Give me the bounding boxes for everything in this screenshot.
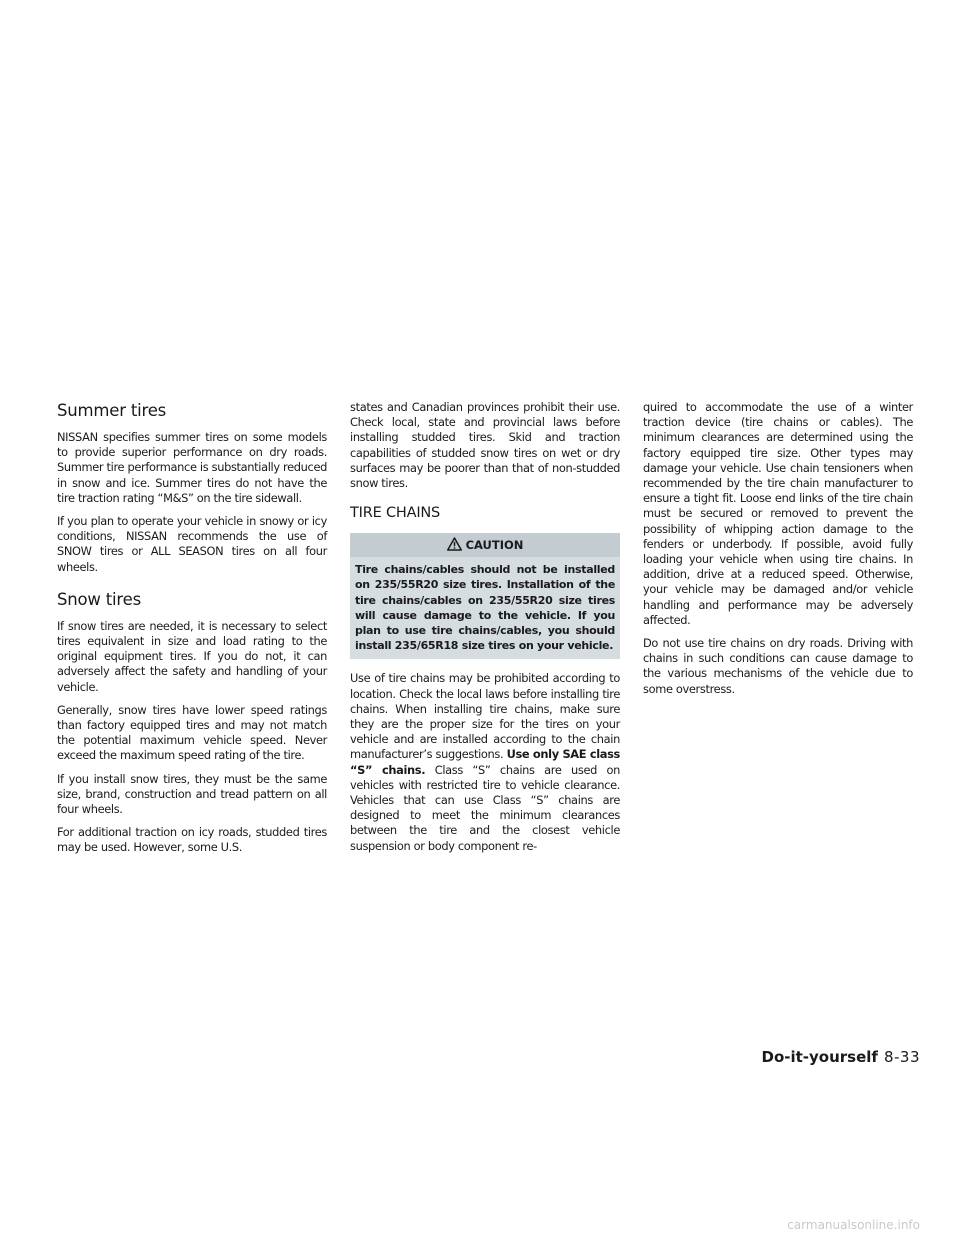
page-number: 8-33	[883, 1048, 920, 1066]
watermark: carmanualsonline.info	[787, 1218, 920, 1232]
chains-text-b: Class “S” chains are used on vehicles with restricted tire to vehicle clearance. Vehicles that can use Class “S” chains are designed to meet the minimum clearances between the tire and the closest vehicle suspension or body component re-	[350, 762, 620, 853]
snow-tires-heading: Snow tires	[57, 589, 141, 609]
summer-paragraph-2: If you plan to operate your vehicle in snowy or icy conditions, NISSAN recommends the use of SNOW tires or ALL SEASON tires on all four wheels.	[57, 514, 327, 574]
caution-label: CAUTION	[465, 538, 524, 553]
studded-continuation-paragraph: states and Canadian provinces prohibit their use. Check local, state and provincial laws before installing studded tires. Skid and traction capabilities of studded snow tires on wet or dry surfaces may be poorer than that of non-studded snow tires.	[350, 400, 620, 491]
clearance-continuation-paragraph: quired to accommodate the use of a winter traction device (tire chains or cables). The minimum clearances are determined using the factory equipped tire size. Other types may damage your vehicle. Use chain tensioners when recommended by the tire chain manufacturer to ensure a tight fit. Loose end links of the tire chain must be secured or removed to prevent the possibility of whipping action damage to the fenders or underbody. If possible, avoid fully loading your vehicle when using tire chains. In addition, drive at a reduced speed. Otherwise, your vehicle may be damaged and/or vehicle handling and performance may be adversely affected.	[643, 400, 913, 627]
chains-bold-text: Use only SAE class “S” chains.	[350, 747, 620, 777]
dry-roads-paragraph: Do not use tire chains on dry roads. Driving with chains in such conditions can cause damage to the various mechanisms of the vehicle due to some overstress.	[643, 636, 913, 696]
warning-triangle-icon	[447, 537, 462, 554]
tire-chains-paragraph	[350, 671, 620, 853]
caution-header	[350, 533, 620, 557]
summer-tires-heading: Summer tires	[57, 401, 167, 420]
snow-paragraph-1: If snow tires are needed, it is necessary to select tires equivalent in size and load rating to the original equipment tires. If you do not, it can adversely affect the safety and handling of your vehicle.	[57, 618, 327, 694]
column-3	[643, 400, 913, 705]
caution-text: Tire chains/cables should not be installed on 235/55R20 size tires. Installation of the tire chains/cables on 235/55R20 size tires will cause damage to the vehicle. If you plan to use tire chains/cables, you should install 235/65R18 size tires on your vehicle.	[355, 563, 615, 653]
section-name: Do-it-yourself	[761, 1048, 878, 1066]
caution-box	[350, 533, 620, 659]
snow-paragraph-3: If you install snow tires, they must be the same size, brand, construction and tread pattern on all four wheels.	[57, 771, 327, 817]
column-1	[57, 400, 327, 864]
page-footer	[762, 1048, 921, 1066]
column-2	[350, 400, 620, 862]
tire-chains-heading: TIRE CHAINS	[350, 505, 441, 522]
snow-paragraph-4: For additional traction on icy roads, studded tires may be used. However, some U.S.	[57, 825, 327, 855]
chains-text-a: Use of tire chains may be prohibited according to location. Check the local laws before installing tire chains. When installing tire chains, make sure they are the proper size for the tires on your vehicle and are installed according to the chain manufacturer’s suggestions.	[350, 671, 620, 762]
summer-paragraph-1: NISSAN specifies summer tires on some models to provide superior performance on dry roads. Summer tire performance is substantially reduced in snow and ice. Summer tires do not have the tire traction rating “M&S” on the tire sidewall.	[57, 430, 327, 505]
snow-paragraph-2: Generally, snow tires have lower speed ratings than factory equipped tires and may not match the potential maximum vehicle speed. Never exceed the maximum speed rating of the tire.	[57, 702, 327, 763]
